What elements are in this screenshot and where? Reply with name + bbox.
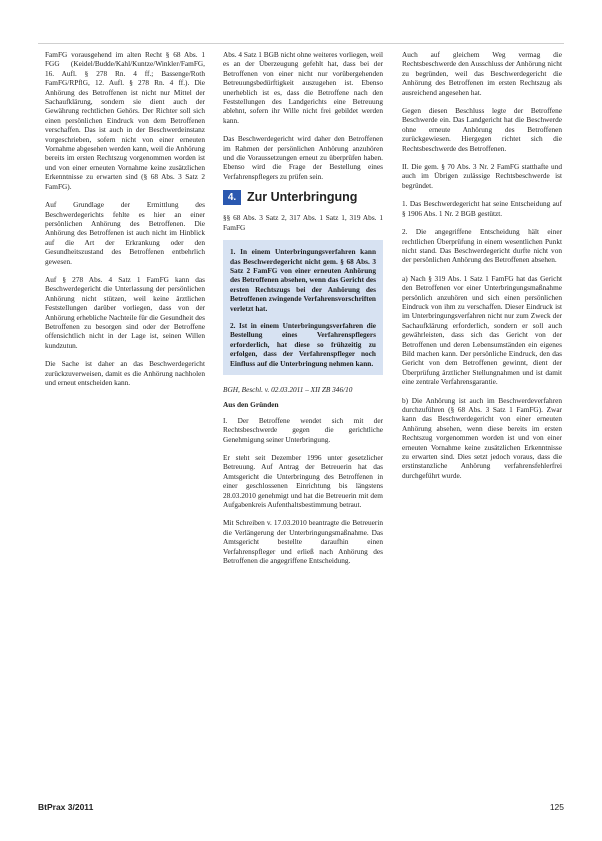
body-paragraph: 1. Das Beschwerdegericht hat seine Entscheidung auf § 1906 Abs. 1 Nr. 2 BGB gestützt. [402,199,562,218]
body-paragraph: Er steht seit Dezember 1996 unter gesetzlicher Betreuung. Auf Antrag der Betreuerin hat das Amtsgericht die Unterbringung des Betroffenen in einer geschlossenen Einrichtung bis längstens 28.03.2010 genehmigt und hat die Betreuerin mit dem Aufgabenkreis Aufenthaltsbestimmung betraut. [223,453,383,510]
body-paragraph: 2. Die angegriffene Entscheidung hält einer rechtlichen Überprüfung in einem wesentlichen Punkt nicht stand. Das Beschwerdegericht durfte nicht von der persönlichen Anhörung des Betroffenen absehen. [402,227,562,265]
body-paragraph: Gegen diesen Beschluss legte der Betroffene Beschwerde ein. Das Landgericht hat die Beschwerde ohne erneute Anhörung des Betroffenen zurückgewiesen. Hiergegen richtet sich die Rechtsbeschwerde des Betroffenen. [402,106,562,153]
body-paragraph: Auf § 278 Abs. 4 Satz 1 FamFG kann das Beschwerdegericht die Unterlassung der persönlichen Anhörung nicht stützen, weil keine ärztlichen Feststellungen darüber vorliegen, dass von der Anhörung erhebliche Nachteile für die Gesundheit des Betroffenen zu besorgen sind oder der Betroffene offensichtlich nicht in der Lage ist, seinen Willen kundzutun. [45,274,205,350]
grounds-heading: Aus den Gründen [223,400,279,410]
column-left [45,50,205,396]
section-number-badge: 4. [223,190,241,205]
body-paragraph: a) Nach § 319 Abs. 1 Satz 1 FamFG hat das Gericht den Betroffenen vor einer Unterbringungsmaßnahme persönlich anzuhören und sich einen persönlichen Eindruck von ihm zu verschaffen. Dieser Eindruck ist im Unterbringungsverfahren nicht nur zum Zweck der Sachaufklärung erforderlich, sondern er soll auch gewährleisten, dass sich das Gericht von der Betroffenen und deren Lebensumständen ein eigenes Bild machen kann. Der persönliche Eindruck, den das Gericht von dem Betroffenen gewinnt, dient der Überprüfung ärztlicher Stellungnahmen und ist damit eine zentrale Verfahrensgarantie. [402,273,562,387]
section-title: Zur Unterbringung [247,190,358,205]
body-paragraph: II. Die gem. § 70 Abs. 3 Nr. 2 FamFG statthafte und auch im Übrigen zulässige Rechtsbeschwerde ist begründet. [402,162,562,190]
section-heading [223,190,383,205]
body-paragraph: Das Beschwerdegericht wird daher den Betroffenen im Rahmen der persönlichen Anhörung anzuhören und die Voraussetzungen erneut zu überprüfen haben. Ebenso wird die Frage der Bestellung eines Verfahrenspflegers zu prüfen sein. [223,134,383,181]
body-paragraph: Abs. 4 Satz 1 BGB nicht ohne weiteres vorliegen, weil es an der Überzeugung gefehlt hat, dass bei der Betroffenen von einer nicht nur vorübergehenden Betreuungsbedürftigkeit auszugehen ist. Ebenso unerheblich ist es, dass die Betroffene nach den Feststellungen des Landgerichts eine Betreuung ablehnt, sofern ihr Wille nicht frei gebildet werden kann. [223,50,383,125]
headnote-point: 2. Ist in einem Unterbringungsverfahren die Bestellung eines Verfahrenspflegers erforderlich, hat diese so frühzeitig zu erfolgen, dass der Verfahrenspfleger noch Einfluss auf die Unterbringung nehmen kann. [230,320,376,368]
page-number: 125 [549,802,564,812]
body-paragraph: Auch auf gleichem Weg vermag die Rechtsbeschwerde den Ausschluss der Anhörung nicht zu begründen, weil das Beschwerdegericht die Anhörung des Betroffenen im ersten Rechtszug als ausreichend angesehen hat. [402,50,562,97]
body-paragraph: Die Sache ist daher an das Beschwerdegericht zurückzuverweisen, damit es die Anhörung nachholen und erneut entscheiden kann. [45,359,205,387]
legal-references: §§ 68 Abs. 3 Satz 2, 317 Abs. 1 Satz 1, 319 Abs. 1 FamFG [223,213,383,232]
journal-name: BtPrax 3/2011 [38,802,94,812]
body-paragraph: I. Der Betroffene wendet sich mit der Rechtsbeschwerde gegen die gerichtliche Genehmigung seiner Unterbringung. [223,415,383,444]
column-right [402,50,562,489]
body-paragraph: Mit Schreiben v. 17.03.2010 beantragte die Betreuerin die Verlängerung der Unterbringungsmaßnahme. Das Amtsgericht bestellte daraufhin einen Verfahrenspfleger und erließ nach Anhörung des Betroffenen die angegriffene Entscheidung. [223,518,383,566]
headnote-point: 1. In einem Unterbringungsverfahren kann das Beschwerdegericht nicht gem. § 68 Abs. 3 Satz 2 FamFG von einer erneuten Anhörung des Betroffenen absehen, wenn das Gericht des ersten Rechtszugs bei der Anhörung des Betroffenen zwingende Verfahrensvorschriften verletzt hat. [230,247,377,313]
body-paragraph: Auf Grundlage der Ermittlung des Beschwerdegerichts fehlte es hier an einer persönlichen Anhörung des Betroffenen. Die Anhörung des Betroffenen ist auch nicht im Hinblick auf die Art der Erkrankung oder den Gesundheitszustand des Betroffenen entbehrlich gewesen. [45,200,205,266]
body-paragraph: b) Die Anhörung ist auch im Beschwerdeverfahren durchzuführen (§ 68 Abs. 3 Satz 1 FamFG). Zwar kann das Beschwerdegericht von einer erneuten Anhörung absehen, wenn diese bereits im ersten Rechtszug vorgenommen worden ist und von einer erneuten Vornahme keine zusätzlichen Erkenntnisse zu erwarten sind. Dies setzt jedoch voraus, dass die erstinstanzliche Anhörung verfahrensfehlerfrei durchgeführt wurde. [402,395,562,480]
column-middle [223,50,383,574]
court-citation: BGH, Beschl. v. 02.03.2011 – XII ZB 346/10 [223,384,353,394]
body-paragraph: FamFG vorausgehend im alten Recht § 68 Abs. 1 FGG (Keidel/Budde/Kahl/Kuntze/Winkler/FamFG, 16. Aufl. § 278 Rn. 4 ff.; Bassenge/Roth FamFG/RPflG, 12. Aufl. § 278 Rn. 4 ff.). Die Anhörung des Betroffenen ist nicht nur Mittel der Sachaufklärung, sondern sie dient auch der Gewährung rechtlichen Gehörs. Der Richter soll sich einen persönlichen Eindruck von dem Betroffenen verschaffen. Das ist auch in der Beschwerdeinstanz vorgeschrieben, sofern nicht von einer erneuten Vornahme abgesehen werden kann, weil die Anhörung bereits im ersten Rechtszug vorgenommen worden ist und von einer erneuten Vornahme keine zusätzlichen Erkenntnisse zu erwarten sind (§ 68 Abs. 3 Satz 2 FamFG). [45,50,205,191]
top-rule [38,43,564,44]
headnote-box [223,240,383,375]
